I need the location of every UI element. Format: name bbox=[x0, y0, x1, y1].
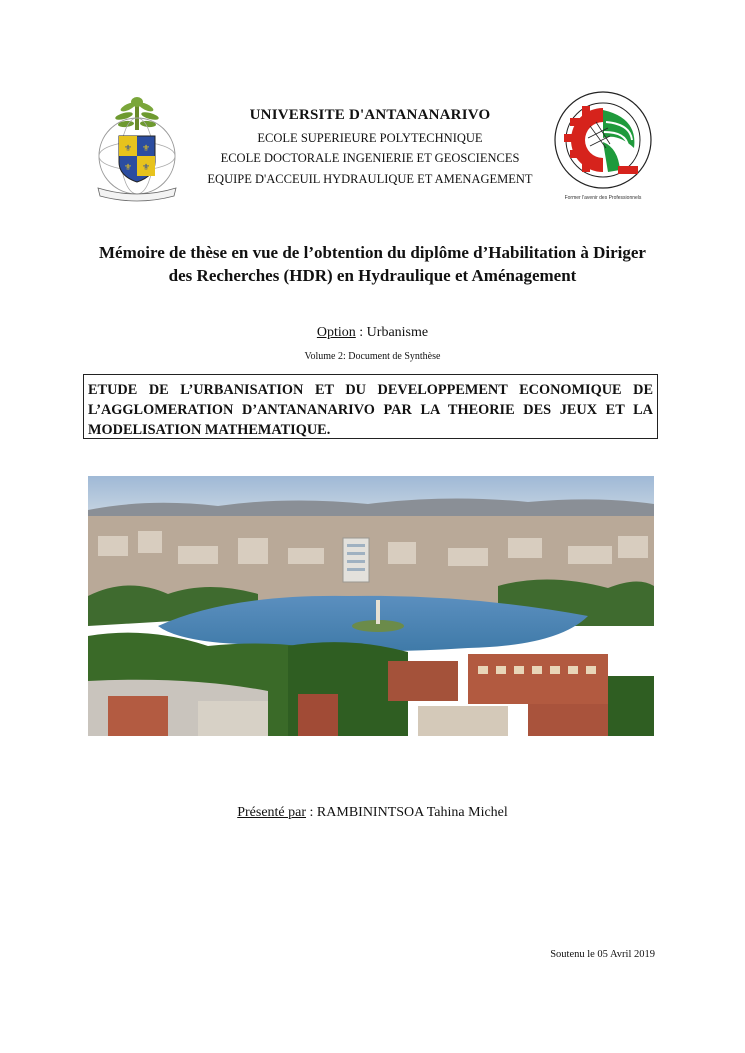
school-name: ECOLE SUPERIEURE POLYTECHNIQUE bbox=[257, 131, 483, 145]
svg-text:⚜: ⚜ bbox=[123, 163, 133, 173]
polytechnic-logo bbox=[548, 88, 658, 206]
university-name: UNIVERSITE D'ANTANANARIVO bbox=[249, 107, 491, 123]
option-label: Option bbox=[316, 325, 356, 340]
thesis-title-line-2: des Recherches (HDR) en Hydraulique et Aménagement bbox=[168, 266, 577, 285]
doctoral-school-name: ECOLE DOCTORALE INGENIERIE ET GEOSCIENCES bbox=[220, 151, 520, 165]
polytechnic-logo-caption: Former l'avenir des Professionnels bbox=[564, 195, 642, 201]
option-value: : Urbanisme bbox=[355, 325, 429, 340]
thesis-title bbox=[80, 241, 665, 287]
city-photo bbox=[88, 476, 654, 736]
defense-date: Soutenu le 05 Avril 2019 bbox=[550, 949, 655, 960]
thesis-subject-box: ETUDE DE L’URBANISATION ET DU DEVELOPPEMENT ECONOMIQUE DE L’AGGLOMERATION D’ANTANANARIVO PAR LA THEORIE DES JEUX ET LA MODELISATION MATHEMATIQUE. bbox=[83, 374, 658, 439]
svg-text:⚜: ⚜ bbox=[141, 144, 151, 154]
presented-by-label: Présenté par bbox=[237, 805, 307, 820]
author-name: : RAMBININTSOA Tahina Michel bbox=[306, 805, 508, 820]
university-logo bbox=[90, 92, 185, 204]
thesis-title-line-1: Mémoire de thèse en vue de l’obtention du diplôme d’Habilitation à Diriger bbox=[99, 243, 646, 262]
svg-text:⚜: ⚜ bbox=[141, 163, 151, 173]
volume-line: Volume 2: Document de Synthèse bbox=[304, 351, 441, 362]
presented-by-line bbox=[0, 805, 745, 821]
research-team-name: EQUIPE D'ACCEUIL HYDRAULIQUE ET AMENAGEMENT bbox=[207, 172, 533, 186]
option-line bbox=[0, 325, 745, 341]
svg-text:⚜: ⚜ bbox=[123, 144, 133, 154]
